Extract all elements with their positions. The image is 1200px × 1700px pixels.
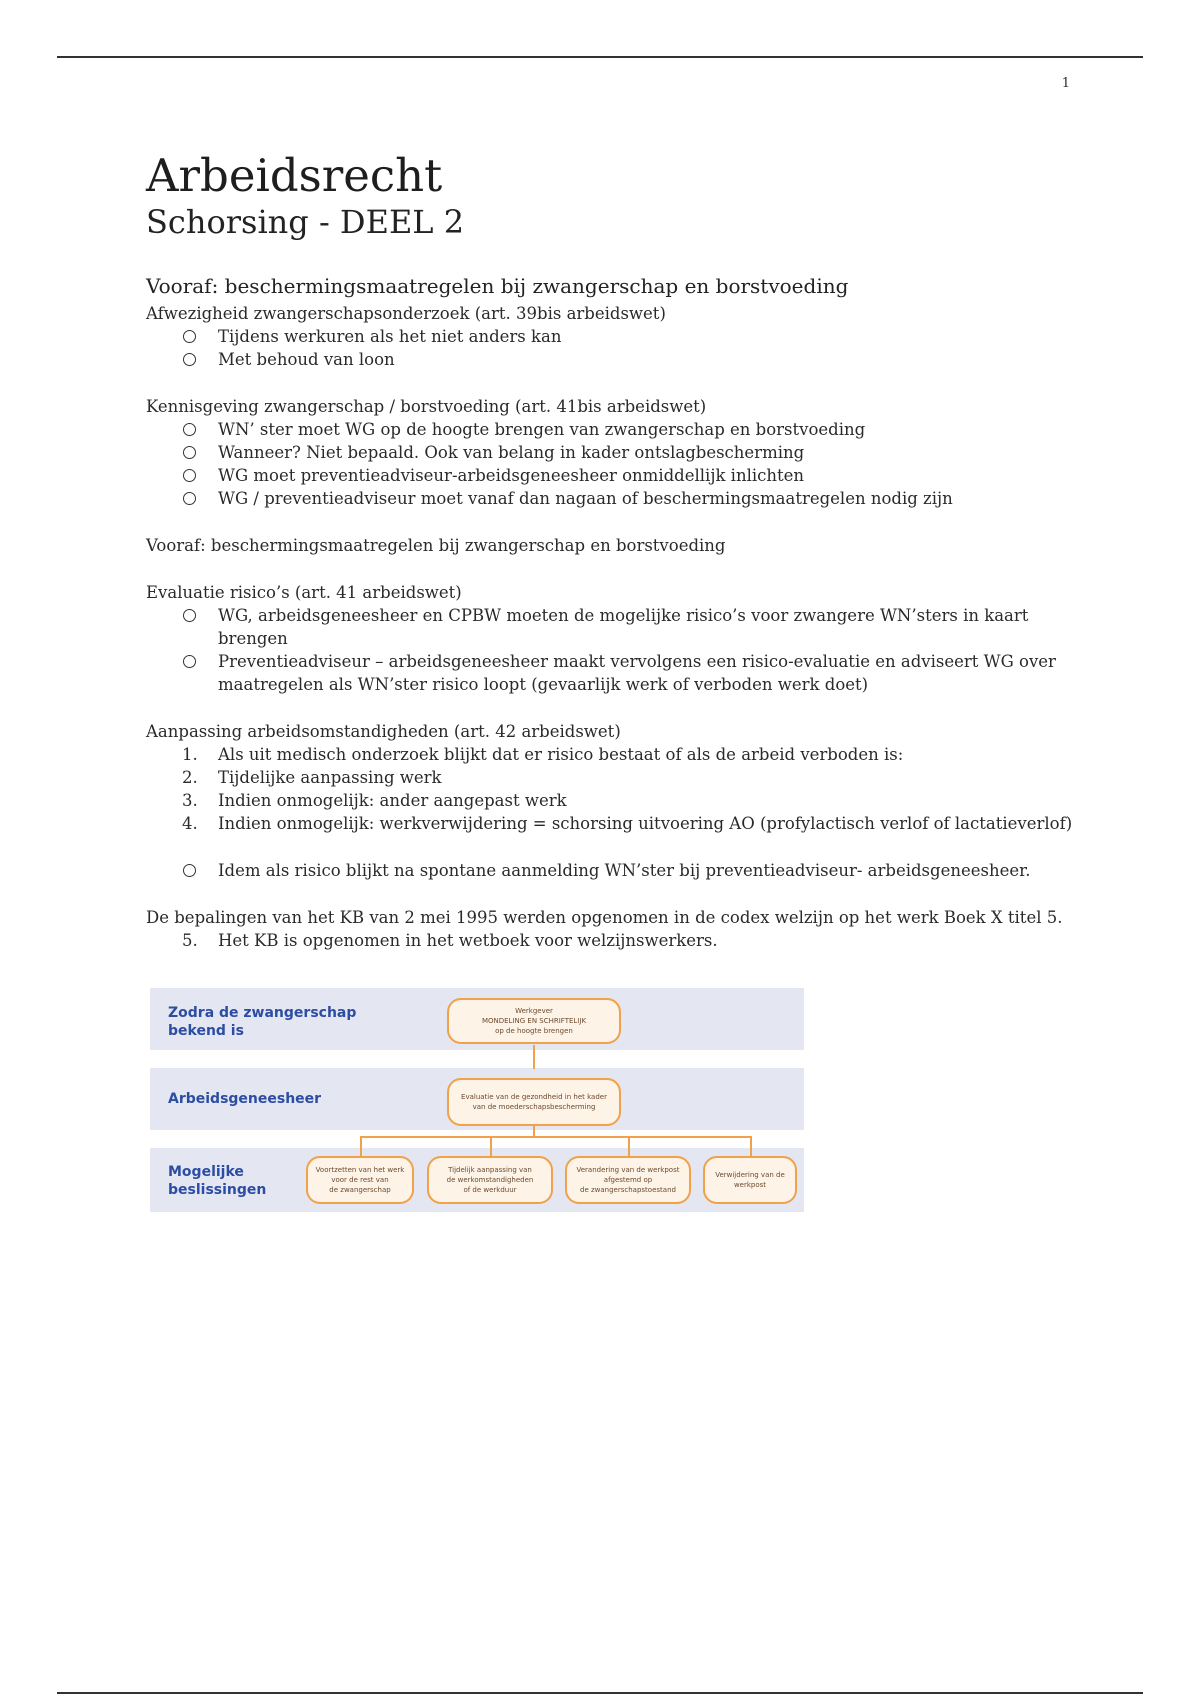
circle-bullet-icon: [183, 446, 196, 459]
list-item: WG, arbeidsgeneesheer en CPBW moeten de mogelijke risico’s voor zwangere WN’sters in kaart brengen: [146, 604, 1086, 650]
list-item: Met behoud van loon: [146, 348, 1086, 371]
diagram-box-evaluatie: Evaluatie van de gezondheid in het kader van de moederschapsbescherming: [447, 1078, 621, 1126]
list-item: Tijdens werkuren als het niet anders kan: [146, 325, 1086, 348]
circle-bullet-icon: [183, 423, 196, 436]
kennisgeving-list: [146, 418, 1086, 510]
document-body: [146, 150, 1086, 952]
evaluatie-heading: Evaluatie risico’s (art. 41 arbeidswet): [146, 583, 462, 602]
vooraf-repeat: Vooraf: beschermingsmaatregelen bij zwangerschap en borstvoeding: [146, 536, 726, 555]
list-item: Wanneer? Niet bepaald. Ook van belang in kader ontslagbescherming: [146, 441, 1086, 464]
circle-bullet-icon: [183, 330, 196, 343]
numbered-item: 5. Het KB is opgenomen in het wetboek voor welzijnswerkers.: [182, 931, 718, 950]
diagram-connector: [490, 1136, 492, 1156]
diagram-box-decision: Verandering van de werkpost afgestemd op de zwangerschapstoestand: [565, 1156, 691, 1204]
diagram-box-decision: Tijdelijk aanpassing van de werkomstandigheden of de werkduur: [427, 1156, 553, 1204]
circle-bullet-icon: [183, 492, 196, 505]
bottom-rule: [57, 1692, 1143, 1694]
afwezigheid-list: [146, 325, 1086, 371]
aanpassing-heading: Aanpassing arbeidsomstandigheden (art. 42 arbeidswet): [146, 722, 621, 741]
section-heading: Vooraf: beschermingsmaatregelen bij zwangerschap en borstvoeding: [146, 274, 849, 298]
page-number: 1: [1061, 76, 1070, 91]
numbered-item: 4. Indien onmogelijk: werkverwijdering = schorsing uitvoering AO (profylactisch verlof of lactatieverlof): [182, 814, 1073, 833]
list-item: WN’ ster moet WG op de hoogte brengen van zwangerschap en borstvoeding: [146, 418, 1086, 441]
list-item: WG / preventieadviseur moet vanaf dan nagaan of beschermingsmaatregelen nodig zijn: [146, 487, 1086, 510]
aanpassing-extra-list: [146, 859, 1086, 882]
aanpassing-numbered-list: [146, 743, 1086, 835]
top-rule: [57, 56, 1143, 58]
diagram-row-label: Mogelijke beslissingen: [168, 1164, 267, 1198]
diagram-row-label: Arbeidsgeneesheer: [168, 1091, 322, 1107]
diagram-row-label: Zodra de zwangerschap bekend is: [168, 1005, 357, 1039]
kennisgeving-heading: Kennisgeving zwangerschap / borstvoeding (art. 41bis arbeidswet): [146, 397, 707, 416]
diagram-connector: [628, 1136, 630, 1156]
diagram-connector: [533, 1126, 535, 1136]
maternity-protection-diagram: [150, 988, 804, 1212]
afwezigheid-heading: Afwezigheid zwangerschapsonderzoek (art. 39bis arbeidswet): [146, 304, 666, 323]
numbered-item: 1. Als uit medisch onderzoek blijkt dat er risico bestaat of als de arbeid verboden is:: [182, 745, 904, 764]
diagram-connector: [360, 1136, 362, 1156]
diagram-connector: [533, 1045, 535, 1069]
diagram-connector: [360, 1136, 750, 1138]
diagram-box-werkgever: Werkgever MONDELING EN SCHRIFTELIJK op de hoogte brengen: [447, 998, 621, 1044]
list-item: WG moet preventieadviseur-arbeidsgeneesheer onmiddellijk inlichten: [146, 464, 1086, 487]
circle-bullet-icon: [183, 655, 196, 668]
kb-paragraph: De bepalingen van het KB van 2 mei 1995 werden opgenomen in de codex welzijn op het werk Boek X titel 5.: [146, 908, 1063, 927]
diagram-box-decision: Verwijdering van de werkpost: [703, 1156, 797, 1204]
numbered-item: 2. Tijdelijke aanpassing werk: [182, 768, 442, 787]
document-title: Arbeidsrecht: [146, 149, 443, 202]
kb-numbered-list: [146, 929, 1086, 952]
diagram-box-decision: Voortzetten van het werk voor de rest van de zwangerschap: [306, 1156, 414, 1204]
list-item: Preventieadviseur – arbeidsgeneesheer maakt vervolgens een risico-evaluatie en adviseert WG over maatregelen als WN’ster risico loopt (gevaarlijk werk of verboden werk doet): [146, 650, 1086, 696]
circle-bullet-icon: [183, 609, 196, 622]
evaluatie-list: [146, 604, 1086, 696]
document-subtitle: Schorsing - DEEL 2: [146, 203, 465, 241]
diagram-connector: [750, 1136, 752, 1156]
circle-bullet-icon: [183, 864, 196, 877]
list-item: Idem als risico blijkt na spontane aanmelding WN’ster bij preventieadviseur- arbeidsgeneesheer.: [146, 859, 1086, 882]
circle-bullet-icon: [183, 353, 196, 366]
circle-bullet-icon: [183, 469, 196, 482]
numbered-item: 3. Indien onmogelijk: ander aangepast werk: [182, 791, 567, 810]
